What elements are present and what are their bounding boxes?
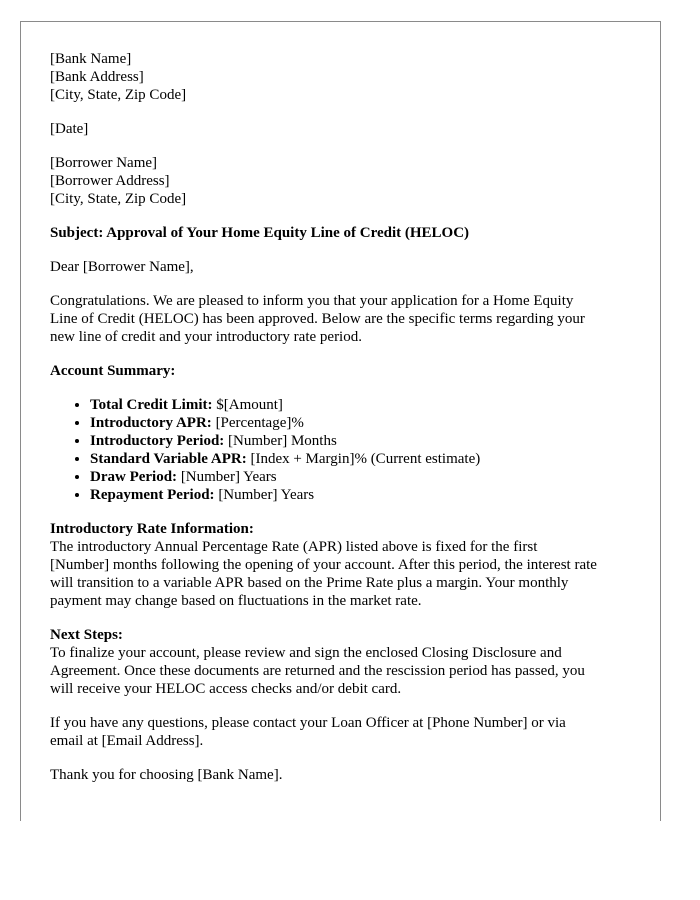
recipient-address: [Borrower Address] [50,173,170,189]
summary-item-standard-variable-apr [90,450,640,468]
summary-label: Total Credit Limit: [90,397,213,413]
closing-line: Thank you for choosing [Bank Name]. [50,767,283,783]
next-steps-line: Agreement. Once these documents are returned and the rescission period has passed, you [50,663,585,679]
date-block [50,120,640,138]
salutation: Dear [Borrower Name], [50,259,194,275]
next-steps-heading: Next Steps: [50,627,123,643]
intro-rate-line: will transition to a variable APR based on the Prime Rate plus a margin. Your monthly [50,575,569,591]
intro-rate-line: The introductory Annual Percentage Rate (APR) listed above is fixed for the first [50,539,538,555]
next-steps-line: will receive your HELOC access checks and/or debit card. [50,681,402,697]
sender-bank-name: [Bank Name] [50,51,132,67]
summary-value: [Number] Years [214,487,315,503]
summary-label: Introductory Period: [90,433,225,449]
letter-subject: Subject: Approval of Your Home Equity Line of Credit (HELOC) [50,225,470,241]
summary-item-introductory-apr [90,414,640,432]
summary-label: Repayment Period: [90,487,215,503]
account-summary-heading: Account Summary: [50,363,176,379]
questions-paragraph [50,714,640,750]
intro-line: Line of Credit (HELOC) has been approved. Below are the specific terms regarding your [50,311,585,327]
sender-address-block [50,50,640,104]
summary-value: [Number] Months [224,433,337,449]
questions-line: email at [Email Address]. [50,733,204,749]
summary-value: [Number] Years [177,469,277,485]
recipient-city-state-zip: [City, State, Zip Code] [50,191,187,207]
summary-item-total-credit-limit [90,396,640,414]
next-steps-line: To finalize your account, please review and sign the enclosed Closing Disclosure and [50,645,562,661]
letter-content [50,50,640,784]
intro-rate-line: payment may change based on fluctuations in the market rate. [50,593,422,609]
recipient-address-block [50,154,640,208]
summary-item-introductory-period [90,432,640,450]
letter-page [20,21,661,821]
intro-rate-heading: Introductory Rate Information: [50,521,254,537]
recipient-name: [Borrower Name] [50,155,158,171]
summary-item-repayment-period [90,486,640,504]
summary-value: $[Amount] [212,397,283,413]
summary-label: Standard Variable APR: [90,451,247,467]
intro-paragraph [50,292,640,346]
account-summary-list [50,396,640,504]
summary-label: Introductory APR: [90,415,212,431]
intro-rate-line: [Number] months following the opening of your account. After this period, the interest rate [50,557,597,573]
sender-city-state-zip: [City, State, Zip Code] [50,87,187,103]
intro-line: Congratulations. We are pleased to inform you that your application for a Home Equity [50,293,574,309]
summary-value: [Percentage]% [211,415,304,431]
intro-line: new line of credit and your introductory rate period. [50,329,362,345]
sender-bank-address: [Bank Address] [50,69,144,85]
summary-value: [Index + Margin]% (Current estimate) [246,451,481,467]
summary-item-draw-period [90,468,640,486]
summary-label: Draw Period: [90,469,178,485]
letter-date: [Date] [50,121,89,137]
questions-line: If you have any questions, please contact your Loan Officer at [Phone Number] or via [50,715,566,731]
next-steps-section [50,626,640,698]
intro-rate-section [50,520,640,610]
